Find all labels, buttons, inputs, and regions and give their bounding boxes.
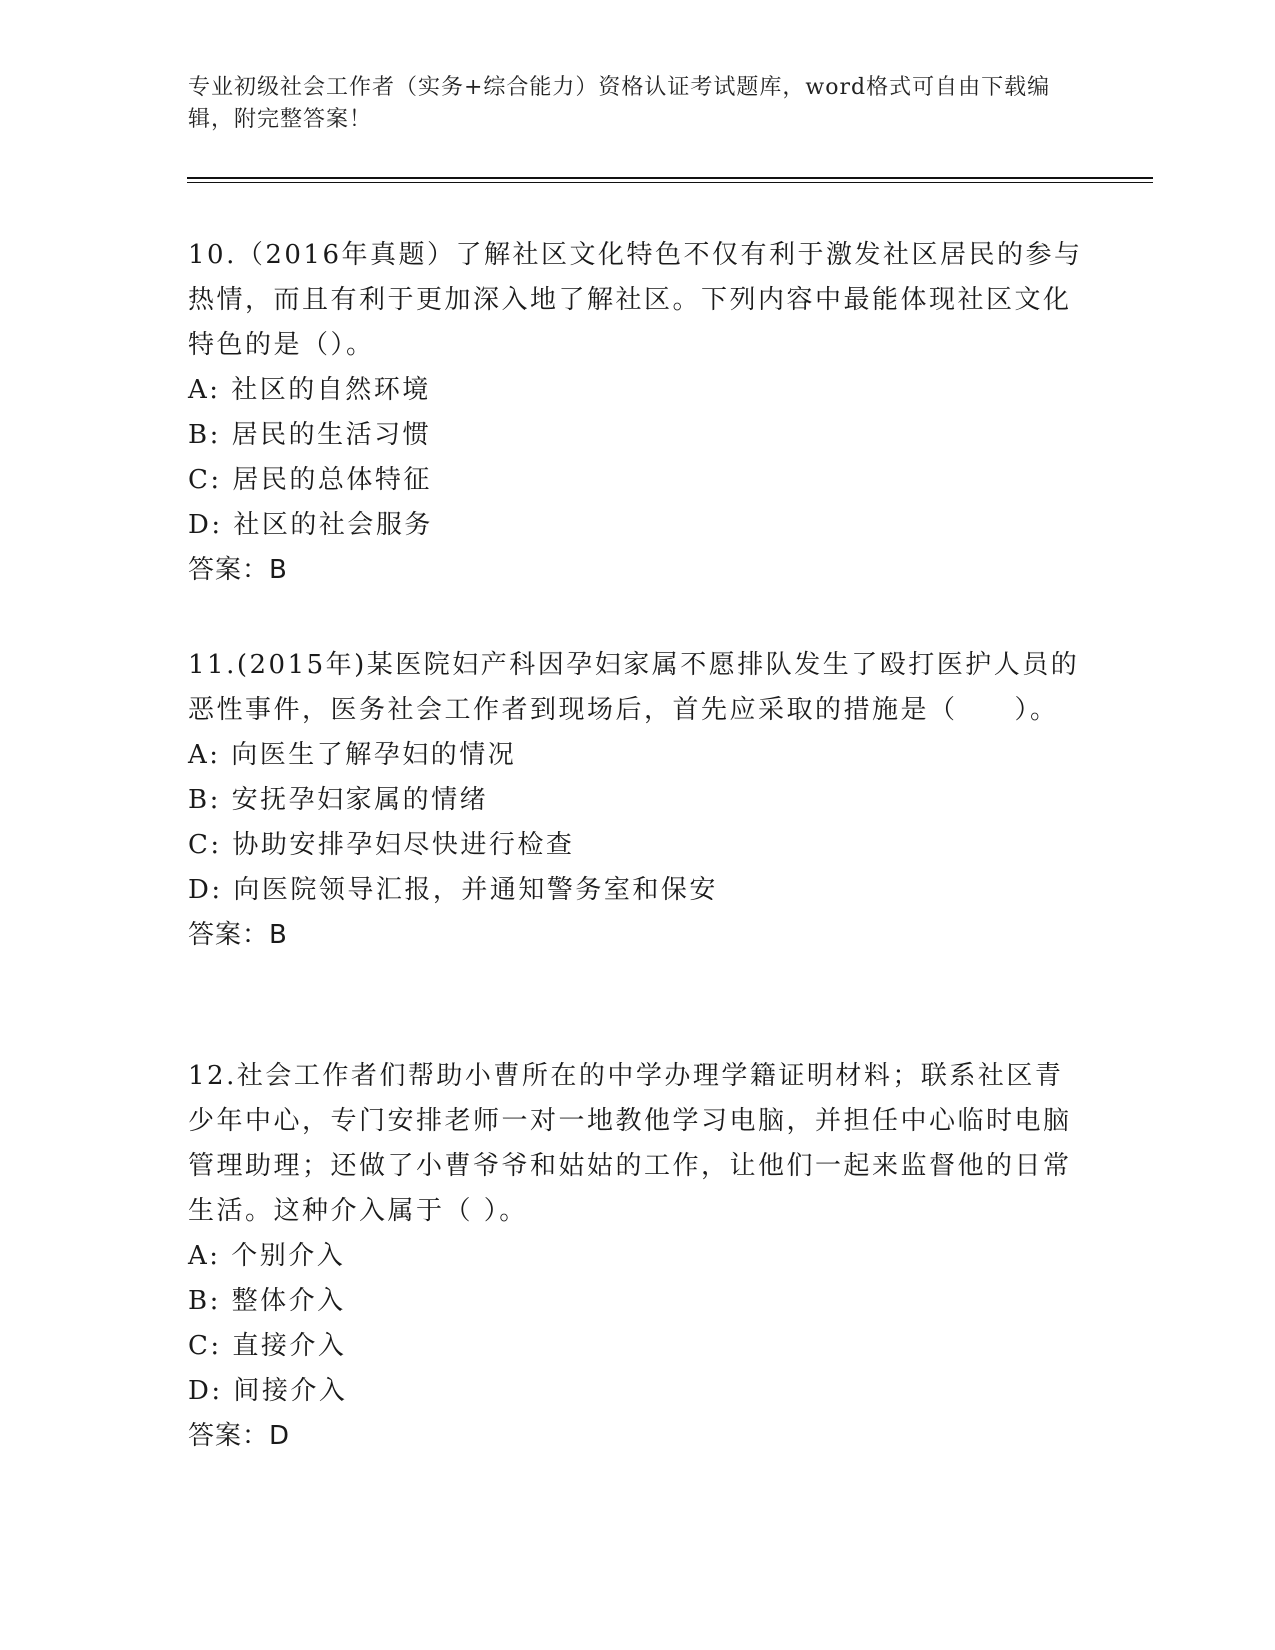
option-a: A: 个别介入 <box>188 1241 346 1271</box>
question-stem: 12.社会工作者们帮助小曹所在的中学办理学籍证明材料；联系社区青少年中心，专门安排老师一对一地教他学习电脑，并担任中心临时电脑管理助理；还做了小曹爷爷和姑姑的工作，让他们一起来监督他的日常生活。这种介入属于（ ）。 <box>188 1061 1072 1226</box>
option-a: A: 向医生了解孕妇的情况 <box>188 740 517 770</box>
option-d: D: 社区的社会服务 <box>188 510 433 540</box>
option-b: B: 整体介入 <box>188 1286 346 1316</box>
question-stem: 11.(2015年)某医院妇产科因孕妇家属不愿排队发生了殴打医护人员的恶性事件，医务社会工作者到现场后，首先应采取的措施是（ ）。 <box>188 650 1080 725</box>
option-c: C: 直接介入 <box>188 1331 347 1361</box>
question-10 <box>188 233 1088 593</box>
question-stem: 10.（2016年真题）了解社区文化特色不仅有利于激发社区居民的参与热情，而且有利于更加深入地了解社区。下列内容中最能体现社区文化特色的是（）。 <box>188 240 1083 360</box>
header-text: 专业初级社会工作者（实务+综合能力）资格认证考试题库，word格式可自由下载编辑，附完整答案！ <box>188 75 1051 132</box>
option-b: B: 居民的生活习惯 <box>188 420 432 450</box>
option-a: A: 社区的自然环境 <box>188 375 431 405</box>
option-d: D: 间接介入 <box>188 1376 348 1406</box>
question-12 <box>188 1054 1088 1459</box>
option-b: B: 安抚孕妇家属的情绪 <box>188 785 489 815</box>
option-c: C: 居民的总体特征 <box>188 465 432 495</box>
answer-line: 答案：D <box>188 1421 291 1451</box>
answer-line: 答案：B <box>188 920 288 950</box>
header-divider-thick <box>187 177 1153 179</box>
option-c: C: 协助安排孕妇尽快进行检查 <box>188 830 575 860</box>
answer-line: 答案：B <box>188 555 288 585</box>
question-11 <box>188 643 1088 958</box>
header-divider-thin <box>187 182 1153 183</box>
option-d: D: 向医院领导汇报，并通知警务室和保安 <box>188 875 718 905</box>
document-header <box>188 72 1088 136</box>
